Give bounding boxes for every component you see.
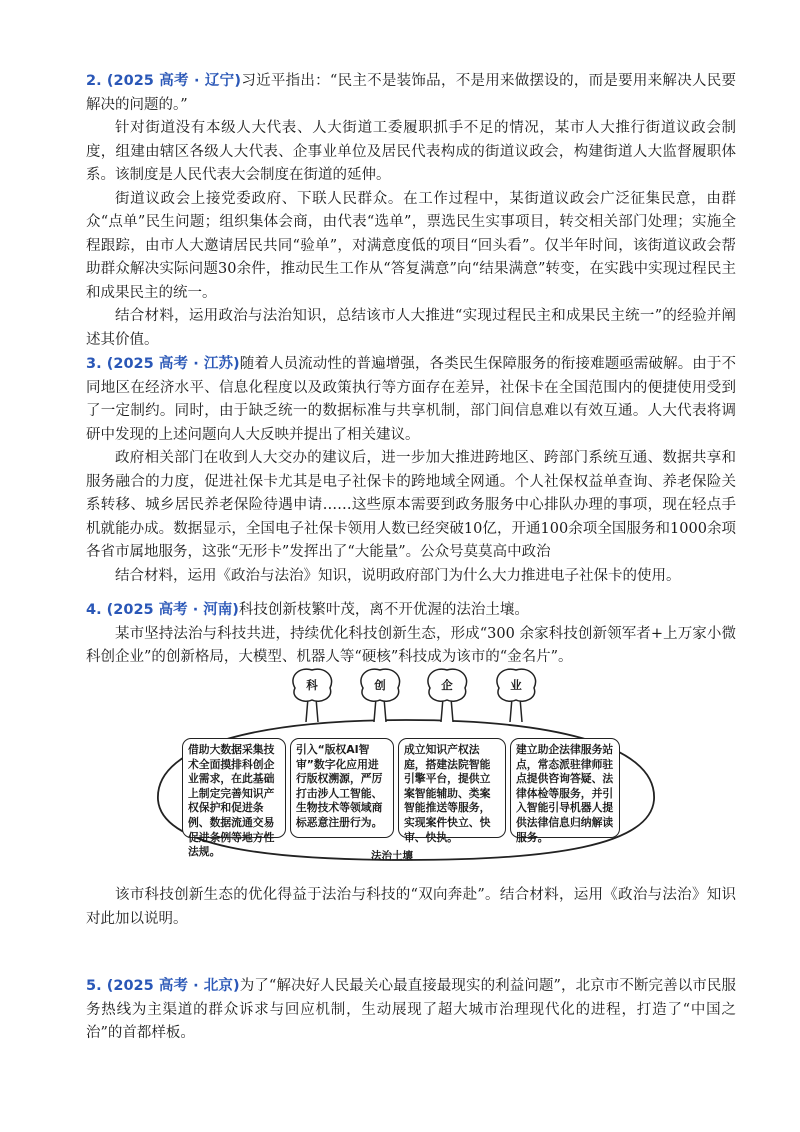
question-2-prompt: 结合材料，运用政治与法治知识，总结该市人大推进“实现过程民主和成果民主统一”的经验并阐述其价值。 [86,308,736,348]
question-5-tag: 5. (2025 高考 · 北京) [86,978,240,994]
question-2-paragraph: 街道议政会上接党委政府、下联人民群众。在工作过程中，某街道议政会广泛征集民意，由群众“点单”民生问题；组织集体会商，由代表“选单”，票选民生实事项目，转交相关部门处理；实施全程跟踪，由市人大邀请居民共同“验单”，对满意度低的项目“回头看”。仅半年时间，该街道议政会帮助群众解决实际问题30余件，推动民生工作从“答复满意”向“结果满意”转变，在实践中实现过程民主和成果民主的统一。 [86,190,736,301]
question-2-tag: 2. (2025 高考 · 辽宁) [86,73,242,89]
measure-box-judiciary: 成立知识产权法庭，搭建法院智能引擎平台，提供立案智能辅助、类案智能推送等服务，实现案件快立、快审、快执。 [398,738,506,838]
question-2 [86,70,736,352]
question-3-intro: 3. (2025 高考 · 江苏)随着人员流动性的普遍增强，各类民生保障服务的衔接难题亟需破解。由于不同地区在经济水平、信息化程度以及政策执行等方面存在差异，社保卡在全国范围内的便捷使用受到了一定制约。同时，由于缺乏统一的数据标准与共享机制，部门间信息难以有效互通。人大代表将调研中发现的上述问题向人大反映并提出了相关建议。 [86,356,736,443]
tree-label: 创 [374,678,386,692]
measure-box-legal-service: 建立助企法律服务站点，常态派驻律师驻点提供咨询答疑、法律体检等服务，并引入智能引导机器人提供法律信息归纳解读服务。 [510,738,620,838]
measure-box-legislation: 借助大数据采集技术全面摸排科创企业需求，在此基础上制定完善知识产权保护和促进条例、数据流通交易促进条例等地方性法规。 [182,738,286,838]
question-3 [86,353,736,588]
question-5 [86,975,736,1046]
question-4-paragraph: 某市坚持法治与科技共进，持续优化科技创新生态，形成“300 余家科技创新领军者+上万家小微科创企业”的创新格局，大模型、机器人等“硬核”科技成为该市的“金名片”。 [86,625,736,665]
question-5-intro: 5. (2025 高考 · 北京)为了“解决好人民最关心最直接最现实的利益问题”，北京市不断完善以市民服务热线为主渠道的群众诉求与回应机制，生动展现了超大城市治理现代化的进程，打造了“中国之治”的首都样板。 [86,978,736,1041]
question-4-prompt-block [86,884,736,931]
tree-label: 业 [510,678,522,692]
soil-label: 法治土壤 [371,850,413,862]
tree-label: 科 [306,678,318,692]
question-3-paragraph: 政府相关部门在收到人大交办的建议后，进一步加大推进跨地区、跨部门系统互通、数据共享和服务融合的力度，促进社保卡尤其是电子社保卡的跨地域全网通。个人社保权益单查询、养老保险关系转移、城乡居民养老保险待遇申请……这些原本需要到政务服务中心排队办理的事项，现在轻点手机就能办成。数据显示，全国电子社保卡领用人数已经突破10亿，开通100余项全国服务和1000余项各省市属地服务，这张“无形卡”发挥出了“大能量”。公众号莫莫高中政治 [86,450,736,560]
question-3-prompt: 结合材料，运用《政治与法治》知识，说明政府部门为什么大力推进电子社保卡的使用。 [115,567,681,584]
question-2-paragraph: 针对街道没有本级人大代表、人大街道工委履职抓手不足的情况，某市人大推行街道议政会制度，组建由辖区各级人大代表、企事业单位及居民代表构成的街道议政会，构建街道人大监督履职体系。该制度是人民代表大会制度在街道的延伸。 [86,120,736,183]
question-4-intro: 4. (2025 高考 · 河南)科技创新枝繁叶茂，离不开优渥的法治土壤。 [86,602,529,618]
question-2-intro: 2. (2025 高考 · 辽宁)习近平指出：“民主不是装饰品，不是用来做摆设的，而是要用来解决人民要解决的问题的。” [86,73,736,113]
question-4-prompt: 该市科技创新生态的优化得益于法治与科技的“双向奔赴”。结合材料，运用《政治与法治》知识对此加以说明。 [86,887,736,927]
tree-label: 企 [441,678,453,692]
question-4 [86,599,736,670]
question-3-tag: 3. (2025 高考 · 江苏) [86,356,240,372]
measure-box-administration: 引入“版权AI智审”数字化应用进行版权溯源，严厉打击涉人工智能、生物技术等领域商标恶意注册行为。 [290,738,394,838]
rule-of-law-soil-diagram [150,668,662,868]
question-4-tag: 4. (2025 高考 · 河南) [86,602,239,618]
